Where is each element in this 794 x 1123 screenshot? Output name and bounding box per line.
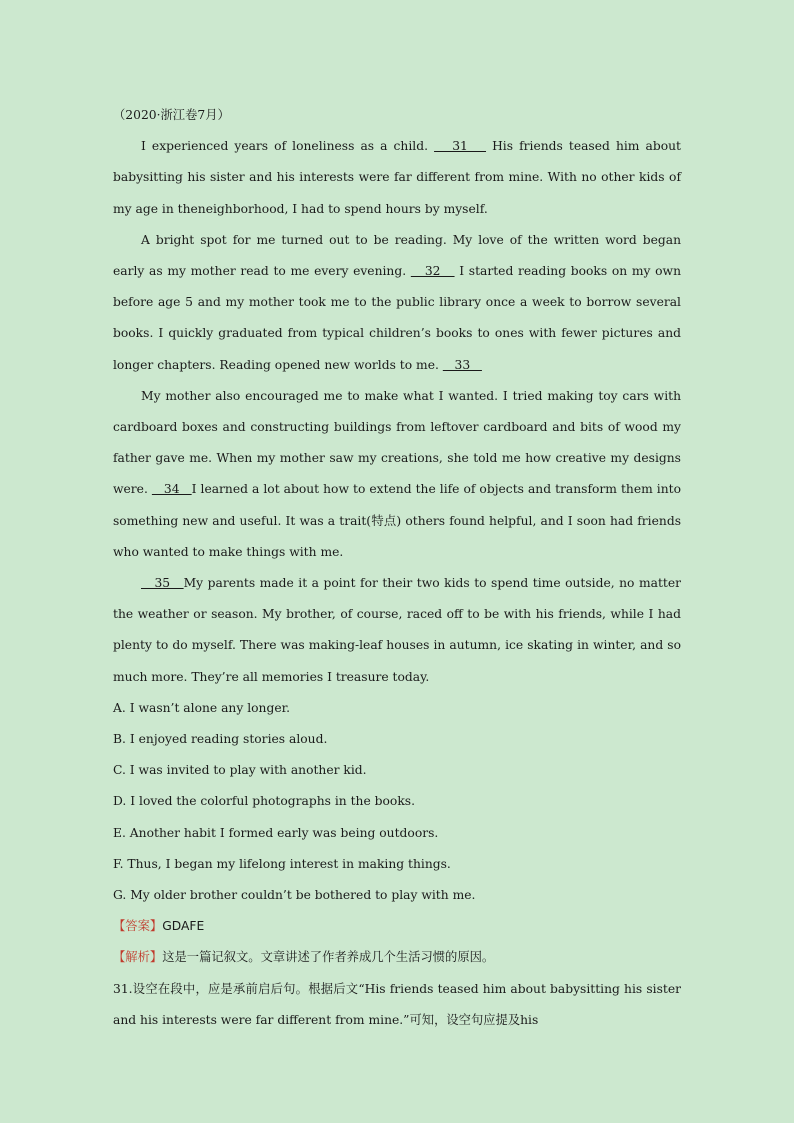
- reading-passage: [113, 131, 681, 693]
- passage-text: His friends teased him about babysitting his sister and his interests were far different from mine. With no other kids of my age in theneighborhood, I had to spend hours by myself.: [113, 139, 681, 216]
- passage-text: A bright spot for me turned out to be reading. My love of the written word began early as my mother read to me every evening.: [113, 232, 681, 279]
- passage-paragraph: [113, 225, 681, 381]
- passage-paragraph: [113, 381, 681, 568]
- option-item: A. I wasn’t alone any longer.: [113, 700, 291, 715]
- answer-line: [113, 911, 681, 942]
- option-item: D. I loved the colorful photographs in the books.: [113, 794, 416, 809]
- option-item: B. I enjoyed reading stories aloud.: [113, 732, 328, 747]
- blank-slot: 32: [410, 264, 455, 279]
- passage-text: My parents made it a point for their two kids to spend time outside, no matter the weather or season. My brother, of course, raced off to be with his friends, while I had plenty to do myself. There was making-leaf houses in autumn, ice skating in winter, and so much more. They’re all memories I treasure today.: [113, 576, 681, 684]
- passage-text: I started reading books on my own before age 5 and my mother took me to the public library once a week to borrow several books. I quickly graduated from typical children’s books to ones with fewer pictures and longer chapters. Reading opened new worlds to me.: [113, 264, 681, 372]
- explanation-31: 31.设空在段中，应是承前启后句。根据后文“His friends teased him about babysitting his sister and his interests were far different from mine.”可知，设空句应提及his: [113, 981, 681, 1027]
- passage-text: I learned a lot about how to extend the life of objects and transform them into something new and useful. It was a trait(特点) others found helpful, and I soon had friends who wanted to make things with me.: [113, 482, 681, 559]
- option-item: C. I was invited to play with another kid.: [113, 763, 367, 778]
- analysis-text: 这是一篇记叙文。文章讲述了作者养成几个生活习惯的原因。: [162, 950, 495, 965]
- analysis-tag: 【解析】: [113, 950, 163, 965]
- question-content: [113, 100, 681, 1036]
- option-item: E. Another habit I formed early was being outdoors.: [113, 825, 439, 840]
- passage-paragraph: [113, 568, 681, 693]
- answer-value: GDAFE: [162, 919, 205, 934]
- blank-slot: 35: [141, 576, 184, 591]
- passage-paragraph: [113, 131, 681, 225]
- passage-text: My mother also encouraged me to make what I wanted. I tried making toy cars with cardboard boxes and constructing buildings from leftover cardboard and bits of wood my father gave me. When my mother saw my creations, she told me how creative my designs were.: [113, 388, 681, 497]
- passage-text: I experienced years of loneliness as a child.: [141, 139, 435, 154]
- answer-tag: 【答案】: [113, 919, 163, 934]
- question-source: （2020·浙江卷7月）: [113, 108, 230, 122]
- option-item: G. My older brother couldn’t be bothered to play with me.: [113, 888, 476, 903]
- blank-slot: 31: [434, 139, 487, 154]
- analysis-line: [113, 942, 681, 973]
- answer-options: [113, 693, 681, 911]
- option-item: F. Thus, I began my lifelong interest in making things.: [113, 856, 451, 871]
- blank-slot: 34: [151, 482, 192, 497]
- blank-slot: 33: [442, 357, 482, 372]
